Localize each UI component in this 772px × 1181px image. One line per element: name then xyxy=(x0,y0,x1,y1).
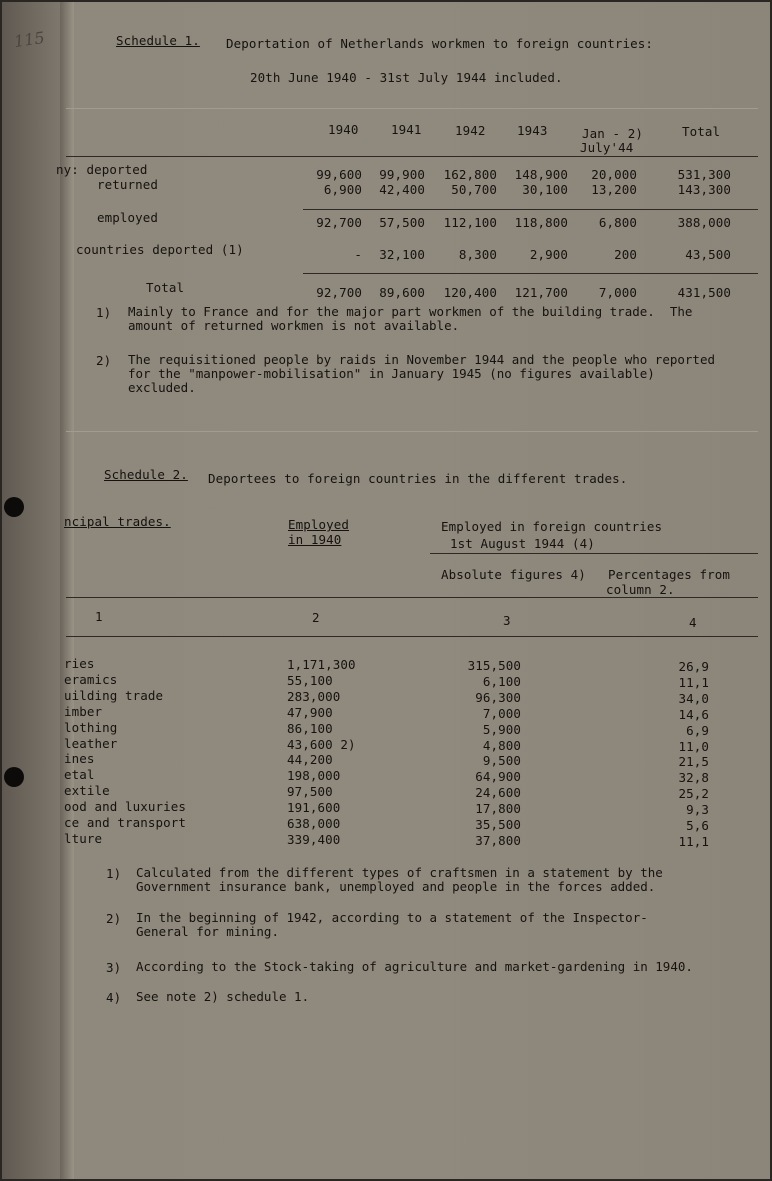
s2-header-absolute: Absolute figures 4) xyxy=(441,567,586,582)
s1-row-label: returned xyxy=(97,177,159,192)
punch-hole-top xyxy=(4,497,24,517)
s2-colnum-4: 4 xyxy=(689,615,697,630)
s1-row-value: 20,000 xyxy=(591,167,637,182)
s1-row-value: 531,300 xyxy=(677,167,731,182)
punch-hole-bottom xyxy=(4,767,24,787)
s2-row-employed: 191,600 xyxy=(287,800,341,816)
s2-row-absolute: 64,900 xyxy=(475,769,521,785)
s2-row-trade: ries xyxy=(64,656,95,671)
s2-row-percent: 11,0 xyxy=(678,738,709,754)
s2-row-employed: 1,171,300 xyxy=(287,657,356,672)
s2-row-trade: lture xyxy=(64,830,103,846)
s1-row-value: 143,300 xyxy=(677,182,731,197)
schedule2-label: Schedule 2. xyxy=(104,467,188,482)
s1-row-value: 431,500 xyxy=(677,285,731,300)
s2-colnum-rule xyxy=(66,636,758,637)
s1-row-value: 57,500 xyxy=(379,215,425,230)
s1-row-label: Total xyxy=(146,280,185,295)
s2-header-foreign-1: Employed in foreign countries xyxy=(441,519,663,534)
s1-row-value: 118,800 xyxy=(514,215,568,230)
s2-row-trade: etal xyxy=(64,767,95,783)
s1-row-value: 112,100 xyxy=(443,215,497,230)
s2-row-employed: 43,600 2) xyxy=(287,736,356,752)
s1-note-number: 2) xyxy=(96,353,112,368)
s2-row-absolute: 5,900 xyxy=(482,721,521,737)
s2-foreign-rule xyxy=(430,553,758,554)
s2-row-percent: 14,6 xyxy=(678,706,709,722)
s2-row-percent: 21,5 xyxy=(678,754,709,770)
schedule2-title: Deportees to foreign countries in the different trades. xyxy=(208,471,628,486)
s2-header-employed-2: in 1940 xyxy=(288,532,342,547)
s2-row-employed: 283,000 xyxy=(287,688,341,704)
s2-row-absolute: 24,600 xyxy=(475,785,521,801)
s2-row-trade: ood and luxuries xyxy=(64,799,187,815)
s2-row-trade: imber xyxy=(64,703,103,719)
s2-header-foreign-2: 1st August 1944 (4) xyxy=(450,536,595,551)
schedule1-title: Deportation of Netherlands workmen to foreign countries: xyxy=(226,36,654,51)
s2-row-percent: 6,9 xyxy=(686,722,709,738)
s2-note-text: Calculated from the different types of craftsmen in a statement by the Government insurance bank, unemployed and people in the forces added. xyxy=(136,865,663,894)
s2-colnum-2: 2 xyxy=(312,610,320,625)
s2-row-trade: eramics xyxy=(64,671,118,687)
s2-row-percent: 5,6 xyxy=(686,818,709,833)
schedule1-top-rule xyxy=(66,108,758,109)
s1-row-value: 13,200 xyxy=(591,182,637,197)
s1-row-value: 92,700 xyxy=(316,215,362,230)
s2-row-trade: extile xyxy=(64,783,110,799)
s2-header-rule xyxy=(66,597,758,598)
s1-row-value: 43,500 xyxy=(685,247,731,262)
schedule1-header-rule xyxy=(66,156,758,157)
s1-row-value: 50,700 xyxy=(451,182,497,197)
s2-row-percent: 11,1 xyxy=(678,674,709,690)
s2-row-percent: 25,2 xyxy=(678,786,709,802)
paper-edge-shadow xyxy=(60,0,74,1181)
s2-row-absolute: 96,300 xyxy=(475,689,521,705)
s1-row-value: 92,700 xyxy=(316,285,362,300)
s2-note-number: 2) xyxy=(106,911,122,926)
s1-row-value: 121,700 xyxy=(514,285,568,300)
s1-header-1941: 1941 xyxy=(391,122,422,137)
s2-row-percent: 26,9 xyxy=(678,659,709,674)
s2-row-employed: 339,400 xyxy=(287,831,341,847)
s1-header-jan: Jan - 2) xyxy=(582,126,644,141)
s1-note-text: Mainly to France and for the major part workmen of the building trade. The amount of returned workmen is not available. xyxy=(128,304,693,333)
s1-note-text: The requisitioned people by raids in November 1944 and the people who reported for the "manpower-mobilisation" in January 1945 (no figures available) excluded. xyxy=(128,352,715,395)
s1-row-value: 8,300 xyxy=(458,247,497,262)
s2-row-absolute: 6,100 xyxy=(482,673,521,689)
s1-row-label: countries deported (1) xyxy=(76,242,244,257)
s1-row-value: 120,400 xyxy=(443,285,497,300)
s2-header-employed-1: Employed xyxy=(288,517,350,532)
s1-row-value: 7,000 xyxy=(598,285,637,300)
s1-row-value: 42,400 xyxy=(379,182,425,197)
s2-colnum-3: 3 xyxy=(503,613,511,628)
s1-header-total: Total xyxy=(682,124,721,139)
s2-row-percent: 11,1 xyxy=(678,833,709,849)
s2-row-employed: 44,200 xyxy=(287,752,333,768)
s2-row-percent: 9,3 xyxy=(686,802,709,818)
s2-row-absolute: 17,800 xyxy=(475,801,521,817)
s2-note-number: 1) xyxy=(106,866,122,881)
s2-row-employed: 97,500 xyxy=(287,784,333,800)
s2-row-trade: uilding trade xyxy=(64,687,164,703)
s2-row-employed: 55,100 xyxy=(287,672,333,688)
s1-row-value: 2,900 xyxy=(529,247,568,262)
s1-row-value: 99,900 xyxy=(379,167,425,182)
s2-row-employed: 638,000 xyxy=(287,816,341,831)
s2-row-absolute: 7,000 xyxy=(482,705,521,721)
s1-row-value: 200 xyxy=(614,247,637,262)
s1-row-value: 6,900 xyxy=(323,182,362,197)
s1-row-value: 32,100 xyxy=(379,247,425,262)
s1-header-july44: July'44 xyxy=(580,140,634,155)
s2-row-trade: leather xyxy=(64,735,118,751)
s2-note-text: In the beginning of 1942, according to a statement of the Inspector- General for mining. xyxy=(136,910,648,939)
s2-row-trade: lothing xyxy=(64,719,118,735)
s1-row-value: - xyxy=(354,247,362,262)
s1-row-value: 30,100 xyxy=(522,182,568,197)
s1-row-value: 162,800 xyxy=(443,167,497,182)
s1-subtotal-rule-2 xyxy=(303,273,758,274)
s2-note-number: 4) xyxy=(106,990,122,1005)
s1-header-1943: 1943 xyxy=(517,123,548,138)
s2-note-text: According to the Stock-taking of agriculture and market-gardening in 1940. xyxy=(136,959,693,974)
handwritten-page-number: 115 xyxy=(12,27,46,52)
s2-header-trades: ncipal trades. xyxy=(64,514,171,529)
s2-row-absolute: 4,800 xyxy=(482,737,521,753)
s2-row-absolute: 9,500 xyxy=(482,753,521,769)
s2-row-trade: ce and transport xyxy=(64,815,187,830)
s2-note-text: See note 2) schedule 1. xyxy=(136,989,310,1004)
s1-row-label: ny: deported xyxy=(56,162,148,177)
s2-row-absolute: 35,500 xyxy=(475,817,521,832)
s1-subtotal-rule-1 xyxy=(303,209,758,210)
s2-row-employed: 86,100 xyxy=(287,720,333,736)
s2-row-employed: 198,000 xyxy=(287,768,341,784)
s2-header-percent-1: Percentages from xyxy=(608,567,731,582)
s1-header-1942: 1942 xyxy=(455,123,486,138)
s1-note-number: 1) xyxy=(96,305,112,320)
schedule1-label: Schedule 1. xyxy=(116,33,200,48)
s2-row-employed: 47,900 xyxy=(287,704,333,720)
s2-row-percent: 34,0 xyxy=(678,690,709,706)
s1-row-value: 388,000 xyxy=(677,215,731,230)
s2-row-absolute: 315,500 xyxy=(467,658,521,673)
schedule-separator-rule xyxy=(66,431,758,432)
s1-header-1940: 1940 xyxy=(328,122,359,137)
s2-colnum-1: 1 xyxy=(95,609,103,624)
s2-note-number: 3) xyxy=(106,960,122,975)
s2-header-percent-2: column 2. xyxy=(606,582,675,597)
s1-row-value: 99,600 xyxy=(316,167,362,182)
s1-row-label: employed xyxy=(97,210,159,225)
s1-row-value: 148,900 xyxy=(514,167,568,182)
schedule1-subtitle: 20th June 1940 - 31st July 1944 included. xyxy=(250,70,563,85)
s1-row-value: 89,600 xyxy=(379,285,425,300)
s2-row-trade: ines xyxy=(64,751,95,767)
s2-row-percent: 32,8 xyxy=(678,770,709,786)
s2-row-absolute: 37,800 xyxy=(475,832,521,848)
s1-row-value: 6,800 xyxy=(598,215,637,230)
